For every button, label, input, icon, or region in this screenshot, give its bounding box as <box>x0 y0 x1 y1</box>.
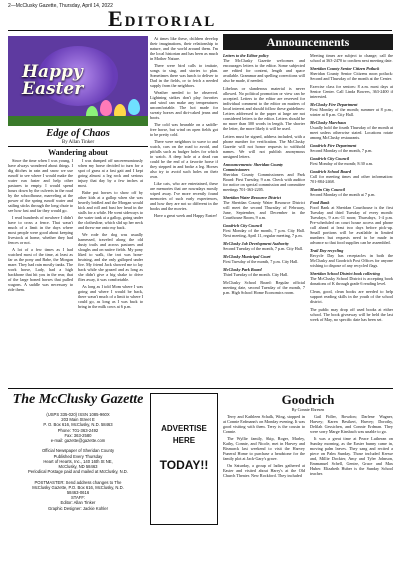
announcement-body: First Monday of the month; 8:30 a.m. <box>310 161 374 166</box>
masthead-line: Periodical Postage paid and mailed at McClusky, N.D. <box>27 469 128 475</box>
announcement-heading: Food Bank <box>310 200 330 205</box>
announcement-item <box>310 53 393 63</box>
paragraph: I read hundreds of nowhere I didn't have to cross a fence. That wasn't much of a limit in the days where most people were good about keeping livestock at home, whether they had fences or not. <box>8 215 73 245</box>
masthead-line: P. O. Box 616, McClusky, N.D. 58463 <box>43 422 113 428</box>
announcement-heading: Letters to the Editor policy <box>223 53 269 58</box>
easter-banner-line2: Easter <box>22 79 84 99</box>
announcement-heading: Goodrich City Council <box>310 156 350 161</box>
easter-egg-icon <box>128 99 140 115</box>
announcement-item <box>223 86 305 131</box>
paragraph: The Wyllie family, Skip, Roger, Marley, Kathy, Connie, and Nicole, met in Harvey and Bismarck last weekend to visit the Harvey Funeral Home to purchase a headstone for the family plot at Jack-Gary's grave. <box>223 436 305 461</box>
announcement-item <box>223 223 305 238</box>
column-title: Edge of Chaos <box>46 128 110 139</box>
paragraph: I was dumped off unceremoniously when my horse decided to turn for a spot of grass at a fast gait and I kept going almost a leg rock and serious injury that day by a few inches at most. <box>78 158 143 188</box>
paragraph: On Saturday, a group of ladies gathered at Easter and visited about Harry's at the Old Church Theater. New Rockford. They included <box>223 463 305 478</box>
announcement-item <box>310 289 393 304</box>
masthead-line: 58463-0616 <box>66 490 90 496</box>
announcement-heading: Sheridan School District book collecting <box>310 271 380 276</box>
announcement-heading: McClusky Fire Department <box>310 102 358 107</box>
easter-banner-line1: Happy <box>22 62 83 82</box>
announcements-column-1 <box>223 53 305 383</box>
divider <box>8 146 148 147</box>
masthead-line: Graphic Designer: Jackie Kohler <box>47 505 109 511</box>
announcement-body: Usually hold the fourth Thursday of the month at meet unless otherwise stated. Locations rotate among McClusky restaurants. <box>310 125 393 140</box>
announcement-heading: Goodrich Fire Department <box>310 143 357 148</box>
paragraph: Weather needed to be observed. Lightning strikes don't play favorites and wind can make any temperatures uncomfortable. The hot made for sweaty horses and dirt-caked jeans and boots. <box>150 90 218 120</box>
paragraph: Terry and Kathleen Schalk, Wing, stopped in at Connie Erdmann's on Monday evening. It was good visiting with them. Terry is the cousin to Connie. <box>223 414 305 434</box>
easter-banner-image <box>8 36 148 126</box>
paragraph: It was a great time at Peace Lutheran on Sunday morning, as the Easter bunny came in, moving palm leaves. They sang and recited a piece on Palm Sunday. Those included Kresse and, Millie Dockter, Amy and Tyler Johnson, Emmanuel Schell, Gentre, Grace and Max Huber. Elizabeth Huber is the Sunday School teacher. <box>310 436 393 476</box>
announcement-heading: Goodrich City Council <box>223 223 263 228</box>
paragraph: There were bird calls to imitate, songs to sing, and stories to plan. Sometimes there was lunch to deliver to Dad in the fields, or to fetch a needed supply from the neighbors. <box>150 63 218 88</box>
column-body-c <box>150 36 218 386</box>
announcement-item <box>310 248 393 268</box>
announcement-heading: Goodrich School Board <box>310 169 351 174</box>
masthead-line: Official Newspaper of Sheridan County <box>41 448 115 454</box>
page-header <box>0 0 400 34</box>
masthead-info <box>8 412 148 511</box>
masthead-line: Phone: 701-363-2492 <box>57 427 99 433</box>
announcement-heading: McClusky Job Development Authority <box>223 241 289 246</box>
masthead-line: (USPS 335-020) ISSN 1085-960X <box>46 412 110 417</box>
announcement-body: Letters must be signed, address included, with a phone number for verification. The McClusky Gazette will not honor requests to withhold names. We will not publish anonymous unsigned letters. <box>223 134 305 159</box>
announcement-item <box>310 200 393 245</box>
masthead-line: 203 Main Street E <box>61 417 95 423</box>
announcement-item <box>223 162 305 192</box>
announcement-body: Clean, good, clean books are needed to help support reading skills in the youth of the school district. <box>310 289 393 304</box>
announcement-body: Third Tuesday of the month. City Hall. <box>223 272 289 277</box>
ad-line-2: HERE <box>172 436 196 445</box>
announcement-body: Second Monday of the month at 7 p.m. <box>310 192 376 197</box>
announcement-body: First Tuesday of the month, 7 p.m. City Hall. <box>223 259 299 264</box>
section-title: Editorial <box>108 6 217 31</box>
paragraph: As long as I told Mom where I was going and where I would be back, there wasn't much of a limit to where I could go, as long as I was back to bring in the milk cows at 6 p.m. <box>78 284 143 309</box>
paragraph: Babe put horses to show off by other kids at a gallop when she was heavily bridled and the Morgan would kick and roll and bust her head in the stalls for a while. He went sideways to the water tank at a gallop, going under the clothesline, which slid up her neck and threw me onto my back. <box>78 190 143 230</box>
announcement-body: Second Monday of the month, 7 p.m. <box>310 148 373 153</box>
announcement-heading: McClusky Park Board <box>223 267 262 272</box>
announcement-heading: McClusky Marchaus <box>310 120 347 125</box>
announcement-body: The Sheridan County Water Resource District will meet the second Thursday of February, June, September, and December in the Courthouse Room, 9 a.m. <box>223 200 305 220</box>
goodrich-column-2 <box>310 414 393 559</box>
announcement-heading: McClusky Municipal Court <box>223 254 271 259</box>
announcement-heading: Sheridan Water Resource District <box>223 195 281 200</box>
paragraph: Have a great week and Happy Easter! <box>154 213 218 218</box>
masthead-line: Heart of Hearts, Inc., 140 16th St NE, <box>43 458 113 464</box>
running-head: 2—McClusky Gazette, Thursday, April 14, 2022 <box>8 3 113 9</box>
announcement-heading: Sheridan County Senior Citizen Potluck <box>310 66 380 71</box>
divider <box>8 388 393 389</box>
announcement-item <box>223 134 305 159</box>
announcement-body: Libelous or slanderous material is never allowed. No political promotion or view can be accepted. Letters to the editor are reserved for individual comment to the editor on matters of local interest and should follow these guidelines: Letters addressed to the paper at large are not considered letters to the editor. Letters should be no more than 300 words in length. The shorter the letter, the more likely it will be used. <box>223 86 305 131</box>
announcement-heading: Martin City Council <box>310 187 345 192</box>
advertise-box <box>150 393 218 525</box>
announcement-item <box>223 53 305 83</box>
announcement-body: The McClusky School District is accepting book donations of K through grade 6 reading level. <box>310 276 393 286</box>
announcements-header <box>223 34 393 50</box>
announcement-body: Second Tuesday of the month, 7 p.m. City Hall. <box>223 246 304 251</box>
masthead-line: Fax: 363-2580 <box>64 432 92 438</box>
paragraph: There were neighbors to wave to and watch, cars on the road to avoid, and pitfalls such as badger holes for which to watch. A deep hole at a dead run could be the end of a favorite horse if they stepped in and broke a leg. Horses also try to avoid such holes on their own. <box>150 139 218 179</box>
announcement-item <box>310 187 393 197</box>
column-byline: By Allan Tinker <box>61 140 95 145</box>
paragraph: Gail Fidler, Bowdon; Darlene Wagner, Harvey; Karen Besikert, Harvey; Dorothy, Delilah Gessichen, and Connie Erdman. They were sorry Marge Kinsbach was unable to go. <box>310 414 393 434</box>
ad-line-3: TODAY!! <box>159 458 209 472</box>
masthead-line: STAFF: <box>70 495 86 501</box>
announcement-item <box>223 267 305 277</box>
masthead-title: The McClusky Gazette <box>12 392 144 407</box>
column-subhead: Wandering about <box>48 148 108 157</box>
announcement-item <box>223 241 305 251</box>
paragraph: Since the time when I was young, I have always wondered about things. I dig ditches in rain and snow we use runoff to see where I would make the water run faster and help other pastures to empty. I would spend hours down by the culverts in the road by the schoolhouse, marveling at the power of the spring runoff water and sailing sticks through the long chute to see how fast and far they would go. <box>8 158 73 213</box>
announcement-item <box>310 66 393 81</box>
announcement-body: Sheridan County Commissioners and Park Board: First Tuesday, 9 a.m. Check with auditor for notice on special commission and committee meetings 701-363-2205. <box>223 172 305 192</box>
announcements-column-2 <box>310 53 393 383</box>
column-body-b <box>78 158 143 383</box>
announcement-heading: Trail Day recycling <box>310 248 344 253</box>
masthead-line: Published Every Thursday <box>53 453 103 459</box>
announcement-item <box>223 254 305 264</box>
announcement-body: Meeting times are subject to change; call the school at 363-2470 to confirm next meeting date. <box>310 53 393 63</box>
announcement-body: Sheridan County Senior Citizens noon potluck: Second and Thursday of the month at the Center. <box>310 71 393 81</box>
announcement-item <box>223 195 305 220</box>
announcement-body: Food Bank at Sheridan Courthouse is the first Tuesday and third Tuesday of every month: Tuesdays, 9 a.m.-11 noon; Thursdays, 1-4 p.m. Pre-scheduled on court house access and phone call ahead at least two days before pick-up. Small portions will be available in limited numbers but requests need to be made in advance so that food supplies can be assembled. <box>310 205 393 245</box>
paragraph: The cold was bearable on a saddle-free horse, but wind on open fields got to be pretty cold. <box>150 122 218 137</box>
announcement-body: Exercise class for seniors: 8 a.m. most days at Senior Center. Call Linda Bowers, 363-2400 if interested. <box>310 84 393 99</box>
announcement-body: The McClusky Gazette welcomes and encourages letters to the editor. Some subjected are edited for content, length and space available. Grammar and spelling corrections will also be made, if needed. <box>223 58 305 83</box>
announcement-item <box>310 143 393 153</box>
announcement-item <box>310 156 393 166</box>
announcement-item <box>310 271 393 286</box>
paragraph: Like cats, who are entertained, these are memories that are nowadays mostly wiped away. I've more recently found memories of such early experiences, and how they are not so different in the books and the movies. <box>150 181 218 211</box>
announcement-item <box>310 169 393 184</box>
masthead-line: Editor: Allan Tinker <box>60 500 96 506</box>
masthead-line: McClusky Gazette, P.O. Box 616, McClusky, N.D. <box>32 484 124 490</box>
announcement-item <box>310 120 393 140</box>
paragraph: At times like these, children develop their imaginations, their relationship to nature, and the world around them. I'm the local historian and has been as much in Mother Nature. <box>150 36 218 61</box>
column-body-a <box>8 158 73 383</box>
easter-egg-icon <box>100 100 112 116</box>
announcement-item <box>223 280 305 295</box>
masthead-line: e-mail: gazette@gazette.com <box>50 438 106 444</box>
announcement-item <box>310 84 393 99</box>
masthead-line: POSTMASTER: Send address changes to The <box>34 479 122 485</box>
grass-strip <box>8 116 148 126</box>
announcement-body: First Monday of the month, 7 p.m. City Hall. Next meeting, April 11, regular meeting, 7 p.m. <box>223 228 305 238</box>
announcement-body: Recycle Day has receptacles in both the McClusky and Goodrich Post Offices for anyone wishing to dispose of any recycled flags. <box>310 253 393 268</box>
goodrich-column-1 <box>223 414 305 559</box>
announcement-body: Call for meeting times and other information: 701-884-2468. <box>310 174 393 184</box>
easter-banner-text <box>22 64 83 98</box>
masthead-line: McClusky, ND 58463 <box>58 464 98 470</box>
paragraph: We rode the dog was usually harnessed, traveled along the old dusty trails and across pastures and sloughs and on native fields. My pony liked to walk, the trot was bone-bruising, and she only galloped under fire. My friend Jack showed me to lay back while she grazed and as long as she didn't give a big shake to drive flies away, it was comfortable. <box>78 232 143 282</box>
header-rule <box>8 30 392 31</box>
goodrich-title: Goodrich <box>281 392 335 407</box>
announcement-body: First Monday of the month; summer at 8 p.m., winter at 8 p.m. City Hall. <box>310 107 393 117</box>
announcement-body: McClusky School Board: Regular official meeting date, second Tuesday of the month, 7 p.m. High School Home Economics room. <box>223 280 305 295</box>
goodrich-byline: By Connie Ehresen <box>291 407 325 412</box>
announcement-item <box>310 102 393 117</box>
announcement-heading: Announcements: Sheridan County Commissioners <box>223 162 284 172</box>
paragraph: A lot of a few times as I had watched most of the time, at least as far as the pony and Babe, the Morgan mare. They had rain mostly tanks. The work horse, Lady, had a high backbone that hit you in the rear, that of the large boned horses that pulled wagons. A saddle was necessary to ride them. <box>8 247 73 292</box>
announcement-item <box>310 307 393 322</box>
ad-line-1: ADVERTISE <box>161 424 207 433</box>
announcements-title: Announcements <box>266 35 350 49</box>
announcement-body: The public may drop off used books at either school. The book giveaway will be held the last week of May, no specific date has been set. <box>310 307 393 322</box>
